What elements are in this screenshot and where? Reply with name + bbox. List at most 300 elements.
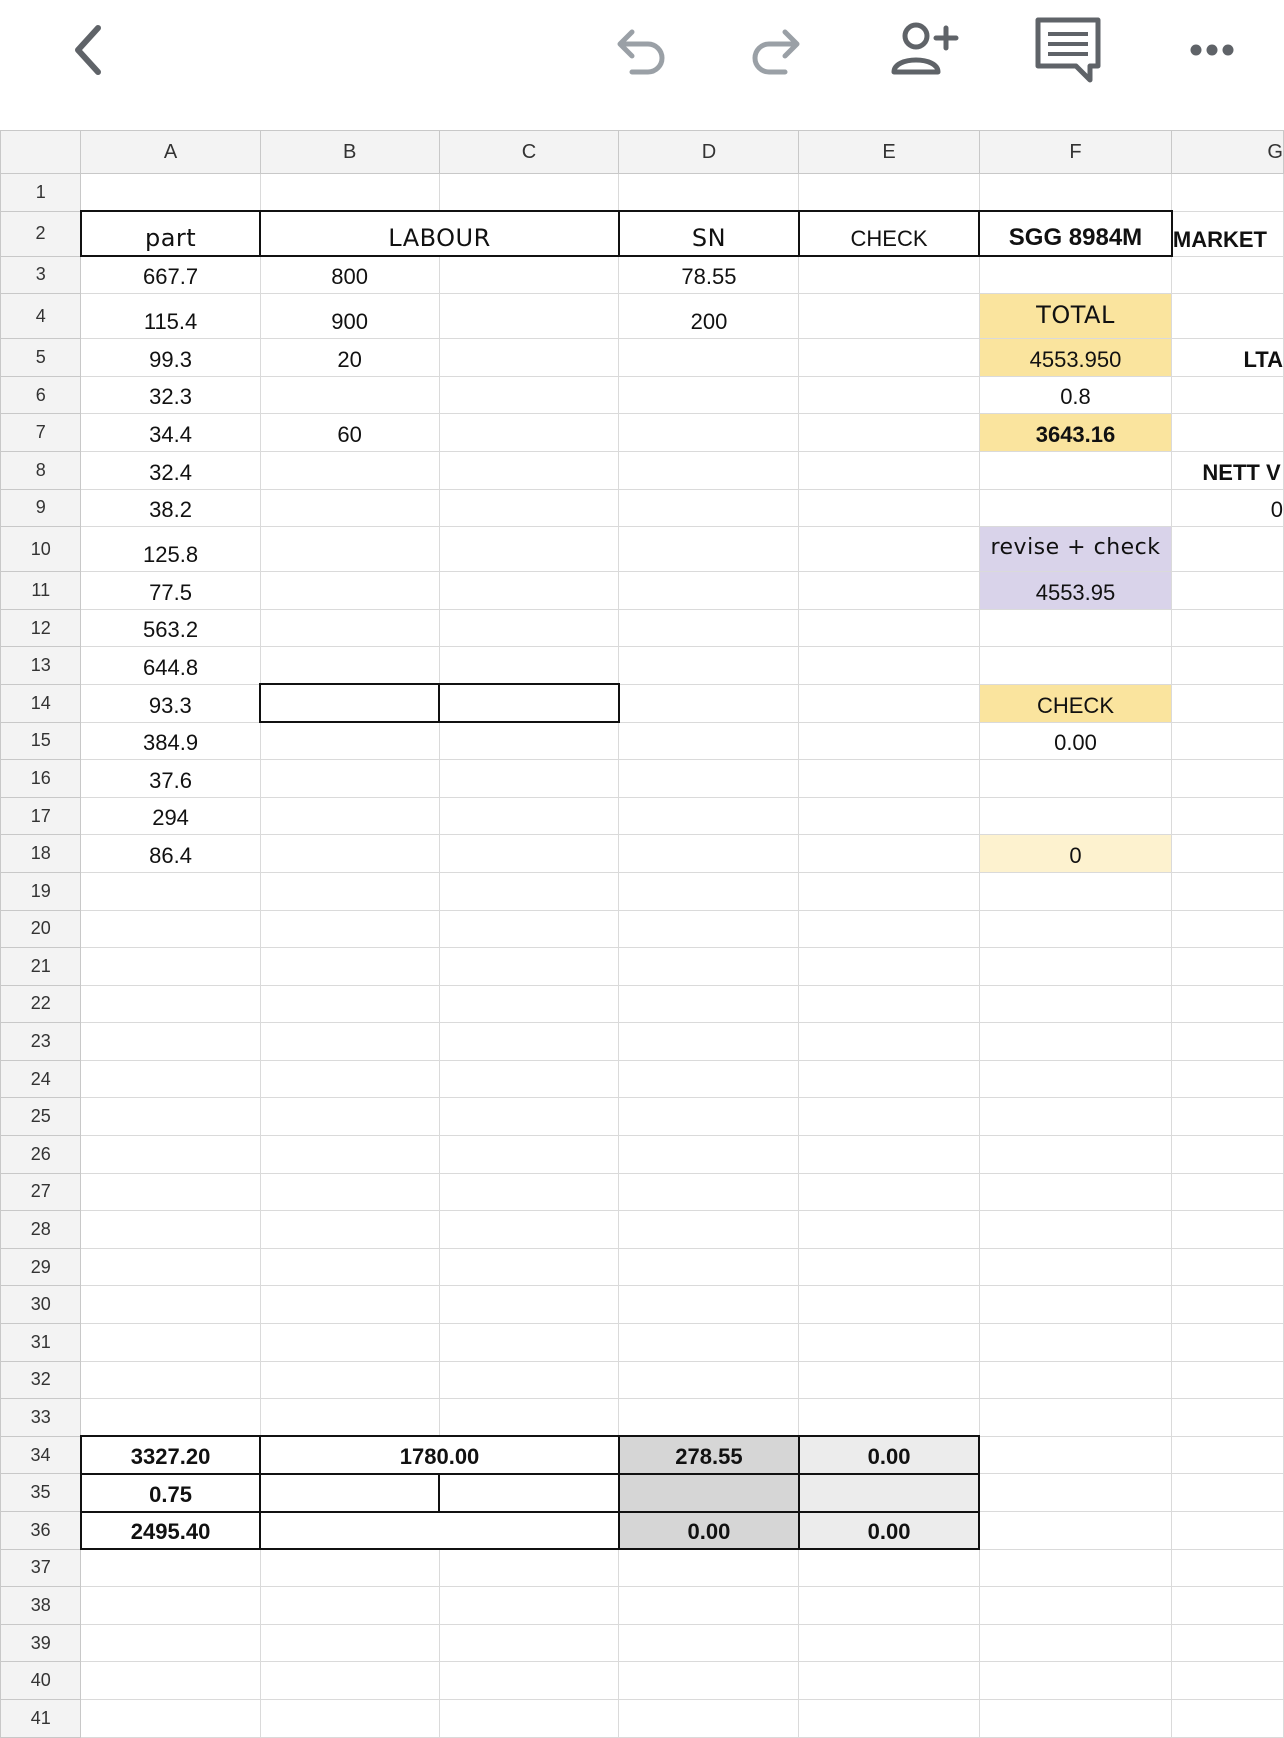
cell-e29[interactable]: [799, 1248, 979, 1286]
cell-f5[interactable]: 4553.950: [979, 339, 1172, 377]
cell-f26[interactable]: [979, 1136, 1172, 1174]
cell-b8[interactable]: [260, 451, 439, 489]
row-header[interactable]: 8: [1, 451, 81, 489]
cell-bc36-merged[interactable]: [260, 1512, 619, 1550]
row-header[interactable]: 6: [1, 376, 81, 414]
cell-g30[interactable]: [1172, 1286, 1284, 1324]
cell-e20[interactable]: [799, 910, 979, 948]
cell-c25[interactable]: [439, 1098, 619, 1136]
cell-e1[interactable]: [799, 174, 979, 212]
cell-e36[interactable]: 0.00: [799, 1512, 979, 1550]
cell-c32[interactable]: [439, 1361, 619, 1399]
cell-g29[interactable]: [1172, 1248, 1284, 1286]
cell-e6[interactable]: [799, 376, 979, 414]
cell-c20[interactable]: [439, 910, 619, 948]
cell-g4[interactable]: [1172, 294, 1284, 339]
cell-f6[interactable]: 0.8: [979, 376, 1172, 414]
cell-f39[interactable]: [979, 1624, 1172, 1662]
cell-f29[interactable]: [979, 1248, 1172, 1286]
cell-c29[interactable]: [439, 1248, 619, 1286]
cell-d13[interactable]: [619, 647, 799, 685]
row-header[interactable]: 16: [1, 760, 81, 798]
cell-c33[interactable]: [439, 1399, 619, 1437]
cell-g21[interactable]: [1172, 948, 1284, 986]
cell-g39[interactable]: [1172, 1624, 1284, 1662]
row-header[interactable]: 20: [1, 910, 81, 948]
cell-d22[interactable]: [619, 985, 799, 1023]
cell-f15[interactable]: 0.00: [979, 722, 1172, 760]
cell-e23[interactable]: [799, 1023, 979, 1061]
cell-g11[interactable]: [1172, 572, 1284, 610]
cell-a39[interactable]: [81, 1624, 260, 1662]
column-header-b[interactable]: B: [260, 131, 439, 174]
cell-g22[interactable]: [1172, 985, 1284, 1023]
row-header[interactable]: 25: [1, 1098, 81, 1136]
cell-e31[interactable]: [799, 1324, 979, 1362]
cell-d40[interactable]: [619, 1662, 799, 1700]
cell-f32[interactable]: [979, 1361, 1172, 1399]
cell-d29[interactable]: [619, 1248, 799, 1286]
cell-c35[interactable]: [439, 1474, 619, 1512]
cell-a36[interactable]: 2495.40: [81, 1512, 260, 1550]
cell-c27[interactable]: [439, 1173, 619, 1211]
cell-a26[interactable]: [81, 1136, 260, 1174]
cell-a13[interactable]: 644.8: [81, 647, 260, 685]
cell-d3[interactable]: 78.55: [619, 256, 799, 294]
cell-d31[interactable]: [619, 1324, 799, 1362]
cell-c7[interactable]: [439, 414, 619, 452]
cell-c37[interactable]: [439, 1549, 619, 1587]
cell-c10[interactable]: [439, 527, 619, 572]
cell-d39[interactable]: [619, 1624, 799, 1662]
cell-c13[interactable]: [439, 647, 619, 685]
row-header[interactable]: 35: [1, 1474, 81, 1512]
cell-e7[interactable]: [799, 414, 979, 452]
row-header[interactable]: 29: [1, 1248, 81, 1286]
cell-e8[interactable]: [799, 451, 979, 489]
cell-f24[interactable]: [979, 1060, 1172, 1098]
cell-b14[interactable]: [260, 684, 439, 722]
cell-b17[interactable]: [260, 797, 439, 835]
cell-a10[interactable]: 125.8: [81, 527, 260, 572]
cell-f19[interactable]: [979, 872, 1172, 910]
cell-a14[interactable]: 93.3: [81, 684, 260, 722]
cell-a8[interactable]: 32.4: [81, 451, 260, 489]
cell-b25[interactable]: [260, 1098, 439, 1136]
cell-d12[interactable]: [619, 609, 799, 647]
cell-a27[interactable]: [81, 1173, 260, 1211]
cell-d20[interactable]: [619, 910, 799, 948]
row-header[interactable]: 4: [1, 294, 81, 339]
cell-b13[interactable]: [260, 647, 439, 685]
cell-e15[interactable]: [799, 722, 979, 760]
cell-d9[interactable]: [619, 489, 799, 527]
cell-e40[interactable]: [799, 1662, 979, 1700]
cell-e2[interactable]: CHECK: [799, 211, 979, 256]
cell-c23[interactable]: [439, 1023, 619, 1061]
cell-g3[interactable]: [1172, 256, 1284, 294]
row-header[interactable]: 23: [1, 1023, 81, 1061]
cell-d27[interactable]: [619, 1173, 799, 1211]
cell-bc2-merged[interactable]: LABOUR: [260, 211, 619, 256]
cell-c8[interactable]: [439, 451, 619, 489]
cell-f41[interactable]: [979, 1699, 1172, 1737]
cell-b4[interactable]: 900: [260, 294, 439, 339]
cell-c30[interactable]: [439, 1286, 619, 1324]
cell-bc34-merged[interactable]: 1780.00: [260, 1436, 619, 1474]
cell-b7[interactable]: 60: [260, 414, 439, 452]
cell-c5[interactable]: [439, 339, 619, 377]
cell-f34[interactable]: [979, 1436, 1172, 1474]
cell-e35[interactable]: [799, 1474, 979, 1512]
cell-f38[interactable]: [979, 1587, 1172, 1625]
cell-g38[interactable]: [1172, 1587, 1284, 1625]
cell-a20[interactable]: [81, 910, 260, 948]
cell-c14[interactable]: [439, 684, 619, 722]
row-header[interactable]: 15: [1, 722, 81, 760]
cell-c11[interactable]: [439, 572, 619, 610]
cell-f9[interactable]: [979, 489, 1172, 527]
cell-g41[interactable]: [1172, 1699, 1284, 1737]
cell-c28[interactable]: [439, 1211, 619, 1249]
cell-a24[interactable]: [81, 1060, 260, 1098]
cell-a7[interactable]: 34.4: [81, 414, 260, 452]
cell-a11[interactable]: 77.5: [81, 572, 260, 610]
row-header[interactable]: 21: [1, 948, 81, 986]
cell-d36[interactable]: 0.00: [619, 1512, 799, 1550]
cell-b10[interactable]: [260, 527, 439, 572]
cell-b41[interactable]: [260, 1699, 439, 1737]
row-header[interactable]: 18: [1, 835, 81, 873]
cell-f16[interactable]: [979, 760, 1172, 798]
cell-d16[interactable]: [619, 760, 799, 798]
cell-e27[interactable]: [799, 1173, 979, 1211]
cell-g40[interactable]: [1172, 1662, 1284, 1700]
cell-a29[interactable]: [81, 1248, 260, 1286]
cell-f36[interactable]: [979, 1512, 1172, 1550]
cell-a4[interactable]: 115.4: [81, 294, 260, 339]
cell-g37[interactable]: [1172, 1549, 1284, 1587]
cell-c40[interactable]: [439, 1662, 619, 1700]
cell-c22[interactable]: [439, 985, 619, 1023]
cell-f31[interactable]: [979, 1324, 1172, 1362]
cell-f25[interactable]: [979, 1098, 1172, 1136]
cell-a17[interactable]: 294: [81, 797, 260, 835]
cell-f8[interactable]: [979, 451, 1172, 489]
cell-d17[interactable]: [619, 797, 799, 835]
cell-e30[interactable]: [799, 1286, 979, 1324]
row-header[interactable]: 24: [1, 1060, 81, 1098]
cell-g31[interactable]: [1172, 1324, 1284, 1362]
cell-g8[interactable]: NETT V: [1172, 451, 1284, 489]
cell-e21[interactable]: [799, 948, 979, 986]
cell-e3[interactable]: [799, 256, 979, 294]
cell-b1[interactable]: [260, 174, 439, 212]
cell-c12[interactable]: [439, 609, 619, 647]
cell-a12[interactable]: 563.2: [81, 609, 260, 647]
select-all-corner[interactable]: [1, 131, 81, 174]
cell-e11[interactable]: [799, 572, 979, 610]
row-header[interactable]: 5: [1, 339, 81, 377]
cell-b21[interactable]: [260, 948, 439, 986]
cell-g32[interactable]: [1172, 1361, 1284, 1399]
cell-f2[interactable]: SGG 8984M: [979, 211, 1172, 256]
row-header[interactable]: 27: [1, 1173, 81, 1211]
row-header[interactable]: 12: [1, 609, 81, 647]
row-header[interactable]: 13: [1, 647, 81, 685]
cell-a38[interactable]: [81, 1587, 260, 1625]
row-header[interactable]: 3: [1, 256, 81, 294]
cell-a28[interactable]: [81, 1211, 260, 1249]
redo-icon[interactable]: [737, 8, 821, 92]
cell-d18[interactable]: [619, 835, 799, 873]
cell-e34[interactable]: 0.00: [799, 1436, 979, 1474]
cell-b29[interactable]: [260, 1248, 439, 1286]
cell-a35[interactable]: 0.75: [81, 1474, 260, 1512]
cell-e10[interactable]: [799, 527, 979, 572]
cell-e25[interactable]: [799, 1098, 979, 1136]
cell-d15[interactable]: [619, 722, 799, 760]
cell-a41[interactable]: [81, 1699, 260, 1737]
cell-d24[interactable]: [619, 1060, 799, 1098]
row-header[interactable]: 39: [1, 1624, 81, 1662]
cell-a3[interactable]: 667.7: [81, 256, 260, 294]
cell-g16[interactable]: [1172, 760, 1284, 798]
column-header-e[interactable]: E: [799, 131, 979, 174]
cell-g18[interactable]: [1172, 835, 1284, 873]
cell-d4[interactable]: 200: [619, 294, 799, 339]
cell-e12[interactable]: [799, 609, 979, 647]
cell-a15[interactable]: 384.9: [81, 722, 260, 760]
cell-g23[interactable]: [1172, 1023, 1284, 1061]
cell-b30[interactable]: [260, 1286, 439, 1324]
cell-a25[interactable]: [81, 1098, 260, 1136]
cell-e32[interactable]: [799, 1361, 979, 1399]
cell-e39[interactable]: [799, 1624, 979, 1662]
cell-b28[interactable]: [260, 1211, 439, 1249]
cell-e24[interactable]: [799, 1060, 979, 1098]
cell-d37[interactable]: [619, 1549, 799, 1587]
cell-b27[interactable]: [260, 1173, 439, 1211]
cell-g24[interactable]: [1172, 1060, 1284, 1098]
cell-e5[interactable]: [799, 339, 979, 377]
cell-g13[interactable]: [1172, 647, 1284, 685]
cell-f22[interactable]: [979, 985, 1172, 1023]
cell-e26[interactable]: [799, 1136, 979, 1174]
cell-c15[interactable]: [439, 722, 619, 760]
back-icon[interactable]: [48, 8, 132, 92]
cell-g10[interactable]: [1172, 527, 1284, 572]
cell-e18[interactable]: [799, 835, 979, 873]
cell-e16[interactable]: [799, 760, 979, 798]
cell-d5[interactable]: [619, 339, 799, 377]
cell-c19[interactable]: [439, 872, 619, 910]
row-header[interactable]: 17: [1, 797, 81, 835]
cell-c31[interactable]: [439, 1324, 619, 1362]
cell-b20[interactable]: [260, 910, 439, 948]
cell-f33[interactable]: [979, 1399, 1172, 1437]
cell-g12[interactable]: [1172, 609, 1284, 647]
cell-f12[interactable]: [979, 609, 1172, 647]
cell-c16[interactable]: [439, 760, 619, 798]
cell-f35[interactable]: [979, 1474, 1172, 1512]
cell-d38[interactable]: [619, 1587, 799, 1625]
cell-a33[interactable]: [81, 1399, 260, 1437]
cell-b35[interactable]: [260, 1474, 439, 1512]
cell-e22[interactable]: [799, 985, 979, 1023]
column-header-a[interactable]: A: [81, 131, 260, 174]
cell-f37[interactable]: [979, 1549, 1172, 1587]
row-header[interactable]: 31: [1, 1324, 81, 1362]
column-header-f[interactable]: F: [979, 131, 1172, 174]
cell-f18[interactable]: 0: [979, 835, 1172, 873]
row-header[interactable]: 2: [1, 211, 81, 256]
cell-b15[interactable]: [260, 722, 439, 760]
cell-d19[interactable]: [619, 872, 799, 910]
cell-e33[interactable]: [799, 1399, 979, 1437]
cell-a16[interactable]: 37.6: [81, 760, 260, 798]
cell-f14[interactable]: CHECK: [979, 684, 1172, 722]
cell-d23[interactable]: [619, 1023, 799, 1061]
more-icon[interactable]: [1170, 8, 1254, 92]
cell-e9[interactable]: [799, 489, 979, 527]
cell-c24[interactable]: [439, 1060, 619, 1098]
cell-b9[interactable]: [260, 489, 439, 527]
cell-d7[interactable]: [619, 414, 799, 452]
row-header[interactable]: 28: [1, 1211, 81, 1249]
cell-f4[interactable]: TOTAL: [979, 294, 1172, 339]
cell-f30[interactable]: [979, 1286, 1172, 1324]
cell-f10[interactable]: revise + check: [979, 527, 1172, 572]
cell-g33[interactable]: [1172, 1399, 1284, 1437]
row-header[interactable]: 34: [1, 1436, 81, 1474]
cell-d26[interactable]: [619, 1136, 799, 1174]
cell-f3[interactable]: [979, 256, 1172, 294]
cell-a18[interactable]: 86.4: [81, 835, 260, 873]
cell-c9[interactable]: [439, 489, 619, 527]
cell-g5[interactable]: LTA: [1172, 339, 1284, 377]
cell-c1[interactable]: [439, 174, 619, 212]
cell-g28[interactable]: [1172, 1211, 1284, 1249]
cell-f23[interactable]: [979, 1023, 1172, 1061]
row-header[interactable]: 14: [1, 684, 81, 722]
cell-b23[interactable]: [260, 1023, 439, 1061]
cell-d6[interactable]: [619, 376, 799, 414]
cell-f27[interactable]: [979, 1173, 1172, 1211]
row-header[interactable]: 22: [1, 985, 81, 1023]
cell-a2[interactable]: part: [81, 211, 260, 256]
cell-g27[interactable]: [1172, 1173, 1284, 1211]
row-header[interactable]: 10: [1, 527, 81, 572]
cell-g1[interactable]: [1172, 174, 1284, 212]
cell-e41[interactable]: [799, 1699, 979, 1737]
cell-b33[interactable]: [260, 1399, 439, 1437]
cell-b38[interactable]: [260, 1587, 439, 1625]
cell-b22[interactable]: [260, 985, 439, 1023]
cell-e19[interactable]: [799, 872, 979, 910]
row-header[interactable]: 36: [1, 1512, 81, 1550]
cell-a5[interactable]: 99.3: [81, 339, 260, 377]
cell-e4[interactable]: [799, 294, 979, 339]
cell-a30[interactable]: [81, 1286, 260, 1324]
cell-b39[interactable]: [260, 1624, 439, 1662]
cell-e38[interactable]: [799, 1587, 979, 1625]
cell-d28[interactable]: [619, 1211, 799, 1249]
cell-b32[interactable]: [260, 1361, 439, 1399]
row-header[interactable]: 37: [1, 1549, 81, 1587]
cell-a22[interactable]: [81, 985, 260, 1023]
cell-c26[interactable]: [439, 1136, 619, 1174]
cell-b3[interactable]: 800: [260, 256, 439, 294]
cell-b6[interactable]: [260, 376, 439, 414]
cell-a31[interactable]: [81, 1324, 260, 1362]
cell-d1[interactable]: [619, 174, 799, 212]
cell-b18[interactable]: [260, 835, 439, 873]
cell-g34[interactable]: [1172, 1436, 1284, 1474]
cell-c39[interactable]: [439, 1624, 619, 1662]
column-header-d[interactable]: D: [619, 131, 799, 174]
row-header[interactable]: 30: [1, 1286, 81, 1324]
cell-a1[interactable]: [81, 174, 260, 212]
cell-d33[interactable]: [619, 1399, 799, 1437]
cell-d10[interactable]: [619, 527, 799, 572]
cell-g19[interactable]: [1172, 872, 1284, 910]
cell-b16[interactable]: [260, 760, 439, 798]
cell-g9[interactable]: 0: [1172, 489, 1284, 527]
column-header-g[interactable]: G: [1172, 131, 1284, 174]
undo-icon[interactable]: [596, 8, 680, 92]
cell-g15[interactable]: [1172, 722, 1284, 760]
cell-a32[interactable]: [81, 1361, 260, 1399]
cell-f17[interactable]: [979, 797, 1172, 835]
cell-f11[interactable]: 4553.95: [979, 572, 1172, 610]
cell-e13[interactable]: [799, 647, 979, 685]
cell-c4[interactable]: [439, 294, 619, 339]
row-header[interactable]: 26: [1, 1136, 81, 1174]
cell-d25[interactable]: [619, 1098, 799, 1136]
cell-a6[interactable]: 32.3: [81, 376, 260, 414]
cell-d35[interactable]: [619, 1474, 799, 1512]
spreadsheet-grid[interactable]: [0, 130, 1284, 1728]
cell-b31[interactable]: [260, 1324, 439, 1362]
cell-e28[interactable]: [799, 1211, 979, 1249]
cell-c41[interactable]: [439, 1699, 619, 1737]
row-header[interactable]: 9: [1, 489, 81, 527]
cell-f20[interactable]: [979, 910, 1172, 948]
row-header[interactable]: 19: [1, 872, 81, 910]
cell-a21[interactable]: [81, 948, 260, 986]
cell-f13[interactable]: [979, 647, 1172, 685]
row-header[interactable]: 41: [1, 1699, 81, 1737]
cell-a23[interactable]: [81, 1023, 260, 1061]
cell-a19[interactable]: [81, 872, 260, 910]
cell-a34[interactable]: 3327.20: [81, 1436, 260, 1474]
row-header[interactable]: 32: [1, 1361, 81, 1399]
cell-c21[interactable]: [439, 948, 619, 986]
cell-f1[interactable]: [979, 174, 1172, 212]
cell-a9[interactable]: 38.2: [81, 489, 260, 527]
column-header-c[interactable]: C: [439, 131, 619, 174]
cell-c6[interactable]: [439, 376, 619, 414]
cell-g35[interactable]: [1172, 1474, 1284, 1512]
cell-b11[interactable]: [260, 572, 439, 610]
cell-c3[interactable]: [439, 256, 619, 294]
cell-g25[interactable]: [1172, 1098, 1284, 1136]
cell-b24[interactable]: [260, 1060, 439, 1098]
row-header[interactable]: 7: [1, 414, 81, 452]
cell-b40[interactable]: [260, 1662, 439, 1700]
cell-d34[interactable]: 278.55: [619, 1436, 799, 1474]
